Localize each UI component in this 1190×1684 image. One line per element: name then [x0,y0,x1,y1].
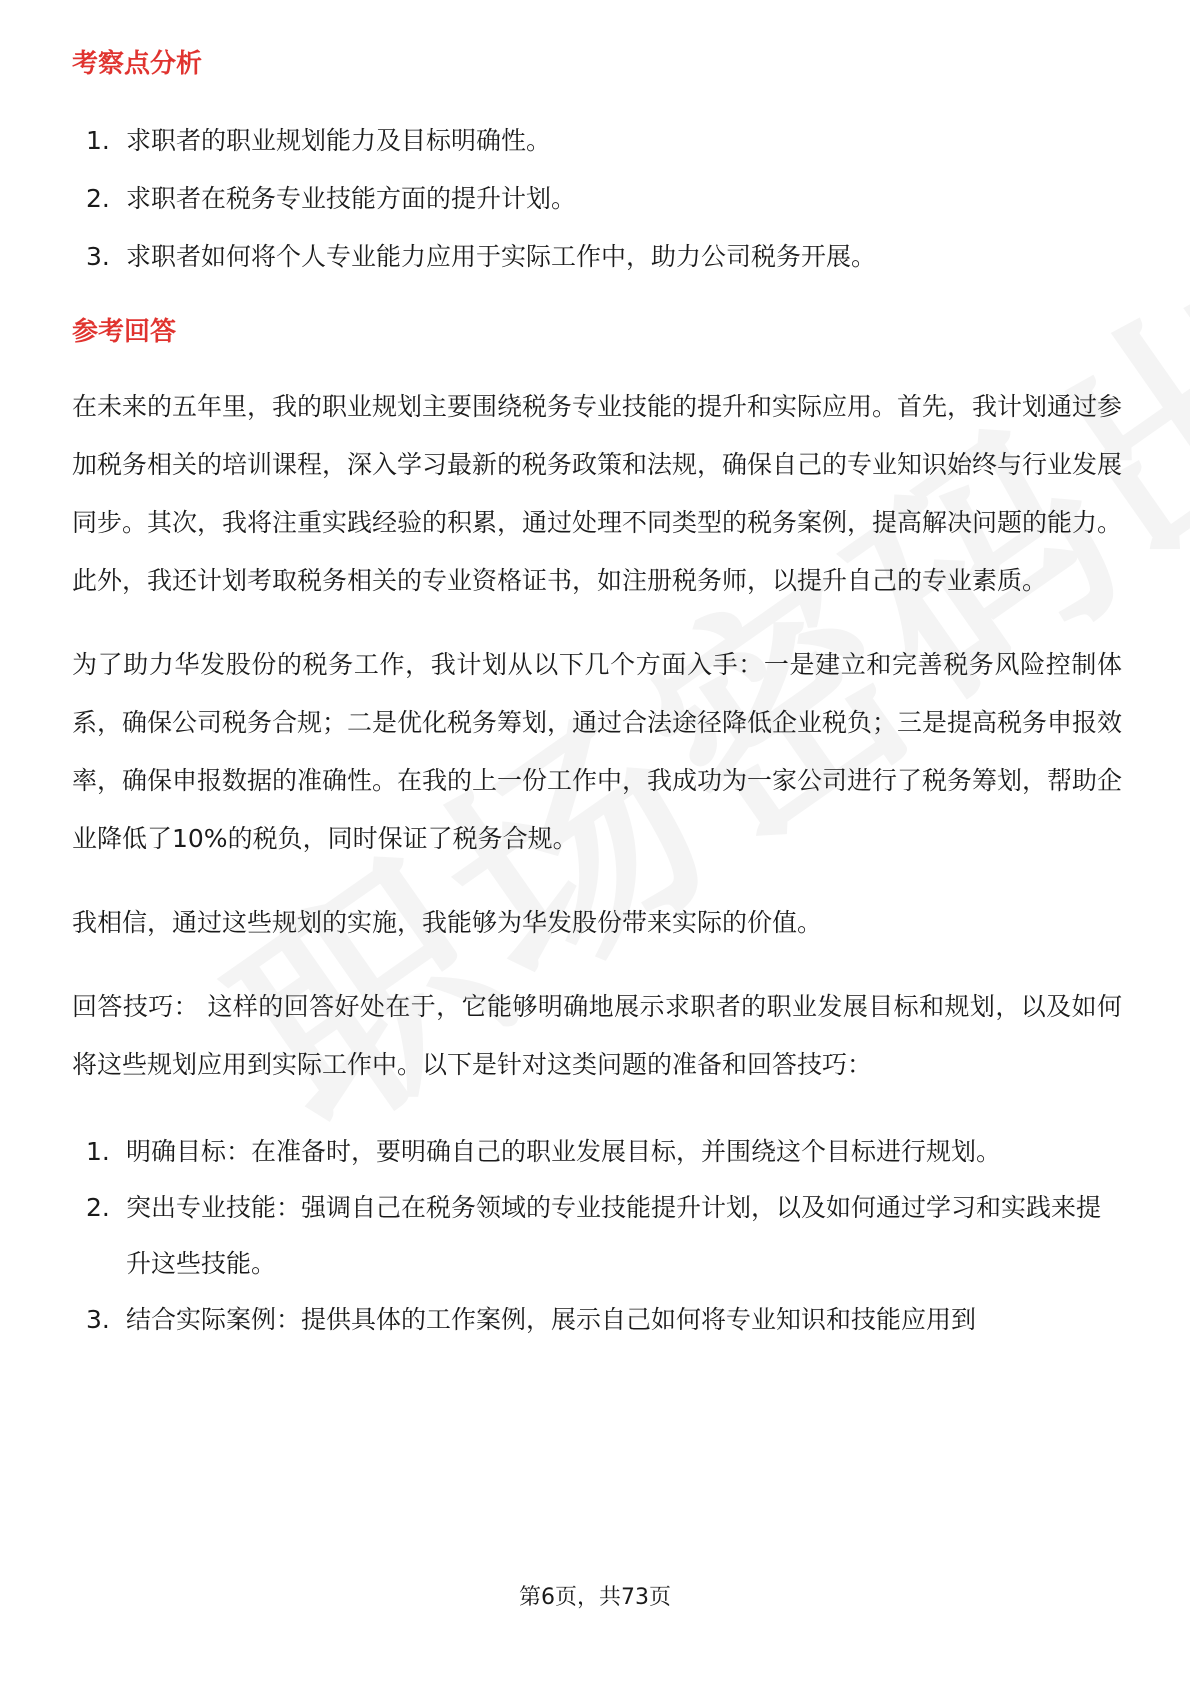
analysis-list [72,112,1122,286]
list-number: 1. [86,1137,110,1166]
list-item-text: 求职者的职业规划能力及目标明确性。 [126,126,552,155]
list-item-text: 突出专业技能：强调自己在税务领域的专业技能提升计划，以及如何通过学习和实践来提升这些技能。 [126,1193,1102,1278]
document-content [72,44,1122,1348]
list-item-text: 求职者如何将个人专业能力应用于实际工作中，助力公司税务开展。 [126,242,877,271]
list-item [72,112,1122,170]
list-item [72,1124,1122,1180]
list-number: 3. [86,1305,110,1334]
list-item [72,1180,1122,1292]
page-number: 第6页，共73页 [519,1585,671,1610]
answer-paragraph: 在未来的五年里，我的职业规划主要围绕税务专业技能的提升和实际应用。首先，我计划通过参加税务相关的培训课程，深入学习最新的税务政策和法规，确保自己的专业知识始终与行业发展同步。其次，我将注重实践经验的积累，通过处理不同类型的税务案例，提高解决问题的能力。此外，我还计划考取税务相关的专业资格证书，如注册税务师，以提升自己的专业素质。 [72,392,1123,595]
list-item-text: 明确目标：在准备时，要明确自己的职业发展目标，并围绕这个目标进行规划。 [126,1137,1002,1166]
list-item-text: 求职者在税务专业技能方面的提升计划。 [126,184,577,213]
list-number: 1. [86,126,110,155]
tips-list [72,1124,1122,1348]
list-number: 2. [86,184,110,213]
list-number: 2. [86,1193,110,1222]
list-item [72,170,1122,228]
tips-intro: 回答技巧： 这样的回答好处在于，它能够明确地展示求职者的职业发展目标和规划，以及如何将这些规划应用到实际工作中。以下是针对这类问题的准备和回答技巧： [72,992,1122,1079]
answer-title: 参考回答 [72,317,177,347]
list-item [72,228,1122,286]
list-item-text: 结合实际案例：提供具体的工作案例，展示自己如何将专业知识和技能应用到 [126,1305,977,1334]
answer-paragraph: 我相信，通过这些规划的实施，我能够为华发股份带来实际的价值。 [72,908,823,937]
answer-paragraph: 为了助力华发股份的税务工作，我计划从以下几个方面入手：一是建立和完善税务风险控制体系，确保公司税务合规；二是优化税务筹划，通过合法途径降低企业税负；三是提高税务申报效率，确保申报数据的准确性。在我的上一份工作中，我成功为一家公司进行了税务筹划，帮助企业降低了10%的税负，同时保证了税务合规。 [72,650,1123,853]
analysis-title: 考察点分析 [72,49,203,79]
list-item [72,1292,1122,1348]
list-number: 3. [86,242,110,271]
